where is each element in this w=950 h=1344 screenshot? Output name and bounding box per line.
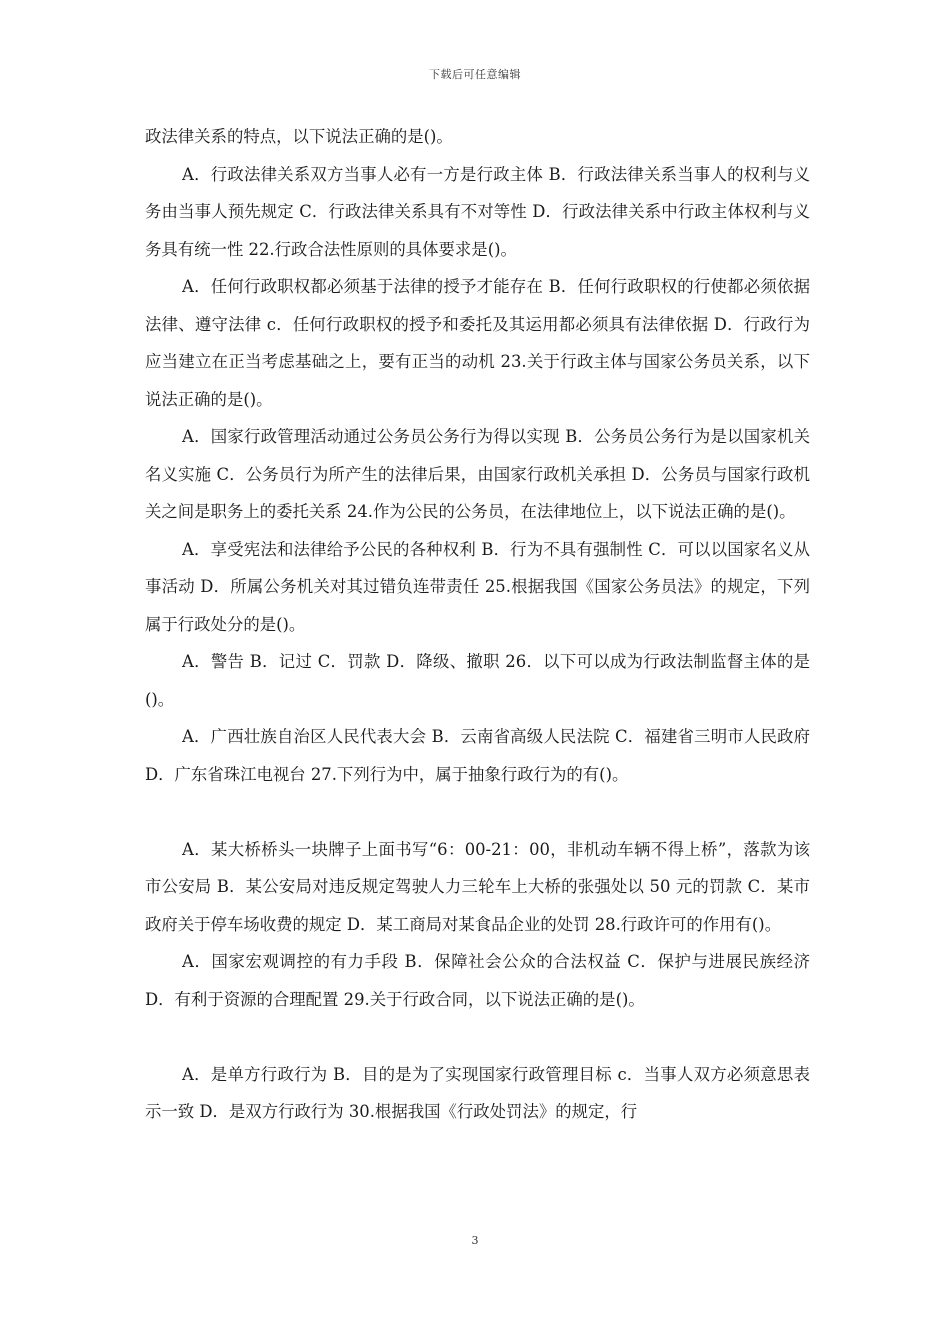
paragraph: A．任何行政职权都必须基于法律的授予才能存在 B．任何行政职权的行使都必须依据法律、遵守法律 c．任何行政职权的授予和委托及其运用都必须具有法律依据 D．行政行为应当建立在正当考虑基础之上，要有正当的动机 23.关于行政主体与国家公务员关系，以下说法正确的是()。 — [145, 277, 810, 409]
paragraph: A．广西壮族自治区人民代表大会 B．云南省高级人民法院 C．福建省三明市人民政府 D．广东省珠江电视台 27.下列行为中，属于抽象行政行为的有()。 — [145, 727, 810, 784]
page-number: 3 — [471, 1234, 479, 1247]
paragraph: A．行政法律关系双方当事人必有一方是行政主体 B．行政法律关系当事人的权利与义务由当事人预先规定 C．行政法律关系具有不对等性 D．行政法律关系中行政主体权利与义务具有统一性 22.行政合法性原则的具体要求是()。 — [145, 164, 810, 259]
document-body — [145, 118, 810, 1131]
paragraph: A．警告 B．记过 C．罚款 D．降级、撤职 26．以下可以成为行政法制监督主体的是()。 — [145, 652, 810, 709]
page-header: 下载后可任意编辑 — [429, 68, 521, 81]
paragraph: A．享受宪法和法律给予公民的各种权利 B．行为不具有强制性 C．可以以国家名义从事活动 D．所属公务机关对其过错负连带责任 25.根据我国《国家公务员法》的规定，下列属于行政处分的是()。 — [145, 539, 810, 634]
paragraph: A．国家宏观调控的有力手段 B．保障社会公众的合法权益 C．保护与进展民族经济 D．有利于资源的合理配置 29.关于行政合同，以下说法正确的是()。 — [145, 952, 810, 1009]
paragraph: 政法律关系的特点，以下说法正确的是()。 — [145, 127, 453, 146]
paragraph: A．某大桥桥头一块牌子上面书写“6：00-21：00，非机动车辆不得上桥”，落款为该市公安局 B．某公安局对违反规定驾驶人力三轮车上大桥的张强处以 50 元的罚款 C．某市政府关于停车场收费的规定 D．某工商局对某食品企业的处罚 28.行政许可的作用有()。 — [145, 839, 810, 934]
paragraph: A．是单方行政行为 B．目的是为了实现国家行政管理目标 c．当事人双方必须意思表示一致 D．是双方行政行为 30.根据我国《行政处罚法》的规定，行 — [145, 1064, 810, 1121]
paragraph: A．国家行政管理活动通过公务员公务行为得以实现 B．公务员公务行为是以国家机关名义实施 C．公务员行为所产生的法律后果，由国家行政机关承担 D．公务员与国家行政机关之间是职务上的委托关系 24.作为公民的公务员，在法律地位上，以下说法正确的是()。 — [145, 427, 810, 521]
